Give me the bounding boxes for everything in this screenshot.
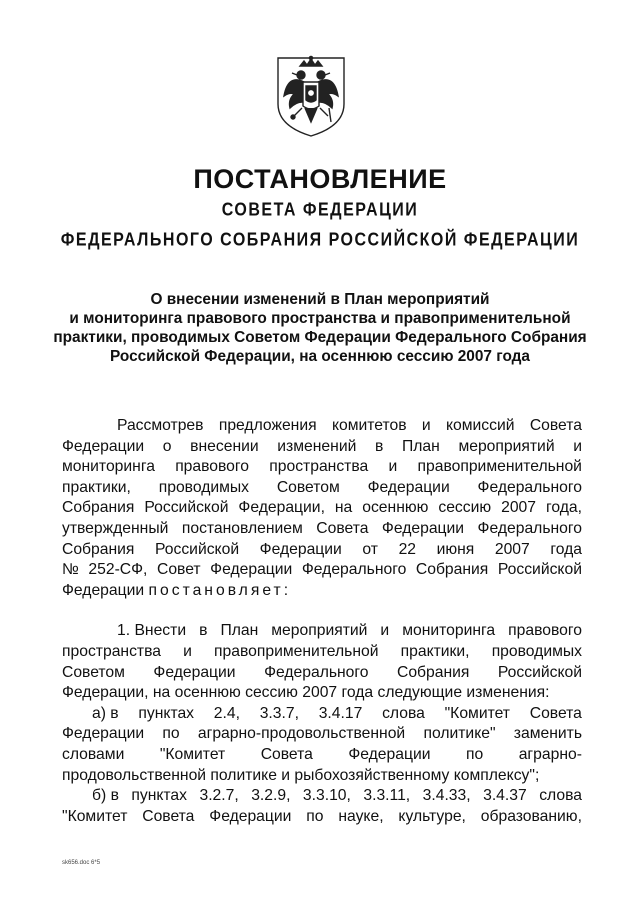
word: 22 bbox=[398, 540, 417, 558]
word: заменить bbox=[513, 725, 582, 743]
word: а) в bbox=[92, 704, 119, 722]
word: Федерального bbox=[477, 478, 582, 496]
word: 252-СФ, bbox=[88, 561, 148, 579]
word: Собрания bbox=[62, 540, 135, 558]
text-line bbox=[62, 807, 582, 828]
word: Федерации bbox=[62, 725, 145, 743]
word: мониторинга bbox=[402, 622, 496, 640]
word: пространства bbox=[269, 458, 369, 476]
word: на bbox=[334, 499, 353, 517]
word: Совет bbox=[156, 561, 201, 579]
word: Российской bbox=[497, 561, 582, 579]
word: постановлением bbox=[181, 519, 303, 537]
subject-line: и мониторинга правового пространства и правоприменительной bbox=[69, 310, 571, 327]
word: 2007 bbox=[494, 540, 530, 558]
word: 3.4.33, bbox=[422, 787, 471, 805]
word: Советом bbox=[62, 663, 125, 681]
subject-line: практики, проводимых Советом Федерации Федерального Собрания bbox=[53, 329, 587, 346]
word: слова bbox=[382, 704, 425, 722]
word: мониторинга bbox=[62, 458, 155, 476]
word: о bbox=[162, 437, 172, 455]
word: Федерации bbox=[62, 437, 145, 455]
word: 2.4, bbox=[213, 704, 240, 722]
word: культуре, bbox=[398, 807, 466, 825]
word: 3.2.7, bbox=[199, 787, 239, 805]
subject-line: Российской Федерации, на осеннюю сессию 2007 года bbox=[109, 348, 530, 365]
word: Российской bbox=[497, 663, 582, 681]
word: проводимых bbox=[158, 478, 250, 496]
word: и bbox=[573, 437, 582, 455]
word: утвержденный bbox=[62, 519, 169, 537]
resolution-subject bbox=[40, 290, 600, 366]
word: и bbox=[421, 417, 431, 434]
word: Российской bbox=[144, 499, 229, 517]
word: Советом bbox=[276, 478, 340, 496]
text-line bbox=[62, 663, 582, 684]
word: Российской bbox=[155, 540, 240, 558]
issuer-line-2: ФЕДЕРАЛЬНОГО СОБРАНИЯ РОССИЙСКОЙ ФЕДЕРАЦИИ bbox=[60, 230, 580, 251]
preamble-paragraph bbox=[62, 416, 582, 601]
word: по bbox=[162, 725, 180, 743]
word: слова bbox=[539, 787, 582, 805]
text-line bbox=[62, 416, 582, 437]
word: Федерального bbox=[477, 519, 582, 537]
text-fragment: Федерации bbox=[62, 581, 149, 599]
word: Рассмотрев bbox=[117, 417, 204, 434]
word: в bbox=[199, 622, 208, 640]
word: Федерации bbox=[348, 745, 431, 763]
text-line bbox=[62, 437, 582, 458]
word: Собрания bbox=[415, 561, 489, 579]
word: Федерального bbox=[264, 663, 369, 681]
word: пунктах bbox=[138, 704, 195, 722]
decree-word: постановляет: bbox=[148, 581, 292, 599]
word: Федерации, bbox=[238, 499, 325, 517]
word: 3.3.10, bbox=[302, 787, 351, 805]
text-line bbox=[62, 704, 582, 725]
word: практики, bbox=[400, 642, 470, 660]
text-line bbox=[62, 519, 582, 540]
word: Совета bbox=[142, 807, 195, 825]
text-line bbox=[62, 786, 582, 807]
word: б) в bbox=[92, 787, 119, 805]
word: правоприменительной bbox=[214, 642, 379, 660]
word: Федерации bbox=[367, 478, 450, 496]
word: № bbox=[62, 561, 79, 579]
word: осеннюю bbox=[362, 499, 429, 517]
word: "Комитет bbox=[62, 807, 128, 825]
word: сессию bbox=[438, 499, 492, 517]
word: "Комитет bbox=[444, 704, 510, 722]
resolution-body bbox=[62, 416, 582, 827]
word: правового bbox=[175, 458, 249, 476]
word: 2007 bbox=[501, 499, 536, 517]
word: 3.3.7, bbox=[259, 704, 299, 722]
word: комиссий bbox=[445, 417, 515, 434]
word: словами bbox=[62, 745, 125, 763]
text-line bbox=[62, 745, 582, 766]
word: изменений bbox=[277, 437, 357, 455]
word: План bbox=[220, 622, 259, 640]
word: и bbox=[183, 642, 192, 660]
word: 3.4.37 bbox=[483, 787, 527, 805]
word: Собрания bbox=[397, 663, 470, 681]
text-line bbox=[62, 478, 582, 499]
word: Собрания bbox=[62, 499, 135, 517]
word: мероприятий bbox=[458, 437, 555, 455]
word: Федерального bbox=[301, 561, 407, 579]
word: правового bbox=[508, 622, 582, 640]
item-1-paragraph bbox=[62, 621, 582, 827]
word: Федерации bbox=[381, 519, 465, 537]
text-line bbox=[62, 581, 582, 602]
word: проводимых bbox=[491, 642, 582, 660]
word: пунктах bbox=[131, 787, 187, 805]
word: аграрно-продовольственной bbox=[197, 725, 406, 743]
text-line bbox=[62, 498, 582, 519]
word: "Комитет bbox=[159, 745, 226, 763]
word: 3.3.11, bbox=[363, 787, 411, 805]
word: года, bbox=[545, 499, 582, 517]
word: План bbox=[401, 437, 440, 455]
word: пространства bbox=[62, 642, 161, 660]
issuer-line-1: СОВЕТА ФЕДЕРАЦИИ bbox=[221, 200, 419, 221]
word: аграрно- bbox=[518, 745, 582, 763]
subject-line: О внесении изменений в План мероприятий bbox=[150, 291, 490, 308]
text-line bbox=[62, 724, 582, 745]
word: практики, bbox=[62, 478, 131, 496]
coat-of-arms-icon bbox=[274, 52, 348, 138]
word: Совета bbox=[316, 519, 369, 537]
word: правоприменительной bbox=[417, 458, 582, 476]
text-line bbox=[62, 540, 582, 561]
word: политике" bbox=[423, 725, 496, 743]
word: Совета bbox=[260, 745, 313, 763]
word: от bbox=[362, 540, 378, 558]
word: 3.2.9, bbox=[251, 787, 291, 805]
word: июня bbox=[436, 540, 475, 558]
word: и bbox=[380, 622, 390, 640]
word: образованию, bbox=[480, 807, 582, 825]
word: Федерации bbox=[210, 561, 293, 579]
file-reference: sk656.doc 6*5 bbox=[62, 860, 101, 866]
word: науке, bbox=[338, 807, 384, 825]
word: Федерации bbox=[153, 663, 236, 681]
document-type-title: ПОСТАНОВЛЕНИЕ bbox=[193, 164, 447, 194]
word: 3.4.17 bbox=[318, 704, 363, 722]
word: комитетов bbox=[331, 417, 407, 434]
text-line bbox=[62, 560, 582, 581]
word: Федерации bbox=[209, 807, 292, 825]
word: по bbox=[306, 807, 324, 825]
word: Совета bbox=[529, 704, 582, 722]
word: внесении bbox=[190, 437, 259, 455]
word: по bbox=[465, 745, 484, 763]
word: Федерации bbox=[259, 540, 342, 558]
word: в bbox=[374, 437, 384, 455]
word: и bbox=[388, 458, 398, 476]
word: предложения bbox=[218, 417, 317, 434]
text-line bbox=[62, 457, 582, 478]
word: года bbox=[550, 540, 582, 558]
text-line bbox=[62, 621, 582, 642]
text-line: продовольственной политике и рыбохозяйственному комплексу"; bbox=[62, 766, 540, 784]
text-line bbox=[62, 642, 582, 663]
word: мероприятий bbox=[271, 622, 368, 640]
word: Совета bbox=[529, 417, 582, 434]
text-line: Федерации, на осеннюю сессию 2007 года следующие изменения: bbox=[62, 684, 550, 702]
word: 1. Внести bbox=[117, 622, 187, 640]
